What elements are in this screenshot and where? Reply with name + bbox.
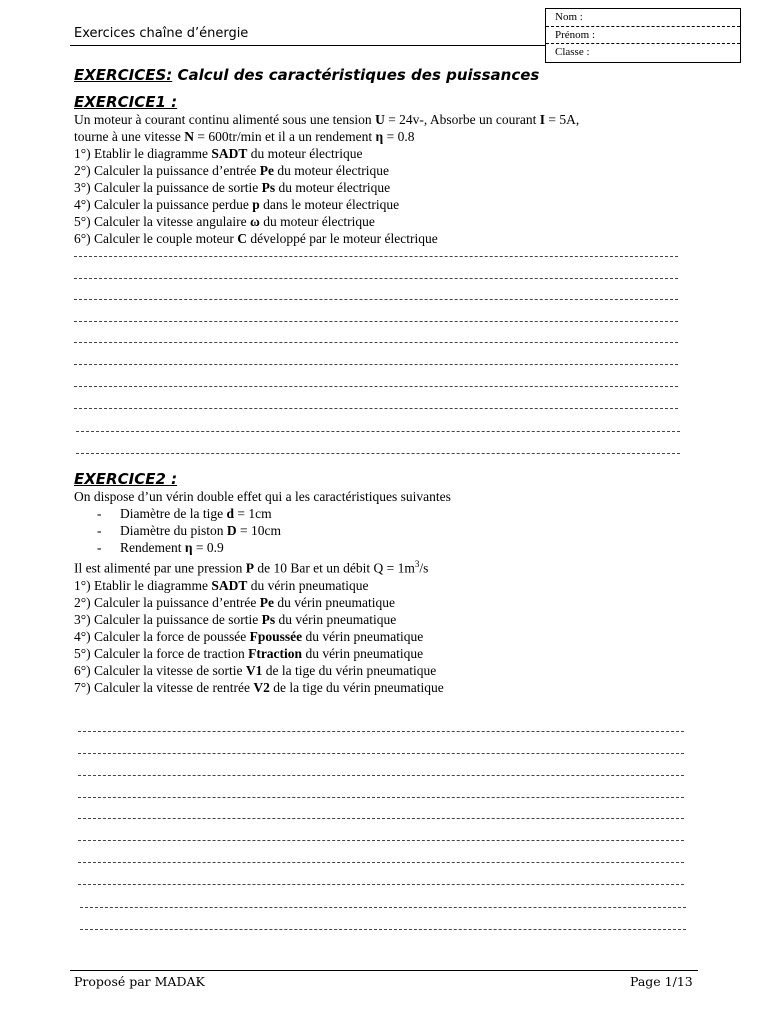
text-run: de 10 Bar et un débit Q = 1m xyxy=(253,560,415,576)
exercise1-question xyxy=(74,230,579,247)
text-run: 5°) Calculer la vitesse angulaire xyxy=(74,214,250,229)
text-run: N xyxy=(184,129,194,144)
text-run: de la tige du vérin pneumatique xyxy=(269,679,444,695)
exercise1-body xyxy=(74,111,579,247)
id-field-classe: Classe : xyxy=(555,46,590,59)
list-dash: - xyxy=(97,540,102,555)
answer-line[interactable] xyxy=(78,731,684,732)
exercise1-intro-line1 xyxy=(74,111,579,128)
text-run: 2°) Calculer la puissance d’entrée xyxy=(74,594,260,610)
id-field-prenom: Prénom : xyxy=(546,27,740,45)
header-rule xyxy=(70,45,545,46)
text-run: = 600tr/min et il a un rendement xyxy=(193,129,376,144)
text-run: η xyxy=(184,540,193,555)
text-run: du vérin pneumatique xyxy=(302,628,424,644)
exercise2-supply xyxy=(74,556,451,577)
exercise2-question xyxy=(74,662,451,679)
exercise1-question xyxy=(74,162,579,179)
text-run: d xyxy=(226,506,234,521)
answer-line[interactable] xyxy=(76,453,680,454)
text-run: 6°) Calculer la vitesse de sortie xyxy=(74,662,246,678)
exercise2-question xyxy=(74,577,451,594)
text-run: 2°) Calculer la puissance d’entrée xyxy=(74,163,260,178)
page-title-prefix: EXERCICES: xyxy=(74,66,173,84)
page-title-text: Calcul des caractéristiques des puissances xyxy=(172,66,540,84)
text-run: V2 xyxy=(253,679,270,695)
footer-rule xyxy=(70,970,698,971)
answer-line[interactable] xyxy=(74,408,678,409)
text-run: Ps xyxy=(261,611,276,627)
text-run: Ftraction xyxy=(248,645,303,661)
text-run: du vérin pneumatique xyxy=(275,611,397,627)
text-run: 3 xyxy=(414,559,420,569)
answer-line[interactable] xyxy=(74,342,678,343)
header-title: Exercices chaîne d’énergie xyxy=(74,26,249,41)
answer-line[interactable] xyxy=(80,907,686,908)
text-run: Pe xyxy=(259,163,274,178)
text-run: développé par le moteur électrique xyxy=(246,231,438,246)
exercise2-spec xyxy=(74,505,451,522)
text-run: Fpoussée xyxy=(249,628,303,644)
text-run: du moteur électrique xyxy=(247,146,363,161)
exercise2-question xyxy=(74,679,451,696)
text-run: = 24v-, Absorbe un courant xyxy=(384,112,540,127)
answer-line[interactable] xyxy=(74,386,678,387)
text-run: Un moteur à courant continu alimenté sous une tension xyxy=(74,112,376,127)
text-run: de la tige du vérin pneumatique xyxy=(262,662,437,678)
text-run: 4°) Calculer la puissance perdue xyxy=(74,197,253,212)
answer-line[interactable] xyxy=(74,299,678,300)
text-run: = 10cm xyxy=(236,523,281,538)
text-run: 6°) Calculer le couple moteur xyxy=(74,231,238,246)
page-title xyxy=(74,66,539,84)
exercise2-spec xyxy=(74,539,451,556)
text-run: SADT xyxy=(211,146,248,161)
exercise1-question xyxy=(74,179,579,196)
footer-page-number: Page 1/13 xyxy=(630,974,693,989)
text-run: du moteur électrique xyxy=(275,180,391,195)
answer-line[interactable] xyxy=(80,929,686,930)
answer-line[interactable] xyxy=(74,278,678,279)
text-run: ω xyxy=(249,214,260,229)
exercise2-question xyxy=(74,611,451,628)
text-run: du vérin pneumatique xyxy=(273,594,396,610)
text-run: du moteur électrique xyxy=(259,214,375,229)
answer-line[interactable] xyxy=(78,884,684,885)
text-run: Diamètre du piston xyxy=(120,523,227,538)
answer-line[interactable] xyxy=(78,818,684,819)
answer-line[interactable] xyxy=(74,321,678,322)
exercise1-heading: EXERCICE1 : xyxy=(74,93,178,111)
exercise2-question xyxy=(74,628,451,645)
text-run: η xyxy=(375,129,384,144)
text-run: 1°) Etablir le diagramme xyxy=(74,146,212,161)
text-run: = 5A, xyxy=(545,112,580,127)
answer-line[interactable] xyxy=(78,753,684,754)
text-run: 3°) Calculer la puissance de sortie xyxy=(74,611,262,627)
exercise2-question xyxy=(74,645,451,662)
text-run: 3°) Calculer la puissance de sortie xyxy=(74,180,262,195)
text-run: I xyxy=(539,112,546,127)
answer-line[interactable] xyxy=(78,775,684,776)
student-id-box xyxy=(545,8,741,63)
answer-line[interactable] xyxy=(78,840,684,841)
text-run: /s xyxy=(419,560,429,576)
exercise2-question xyxy=(74,594,451,611)
answer-line[interactable] xyxy=(78,797,684,798)
text-run: = 0.9 xyxy=(192,540,224,555)
text-run: = 1cm xyxy=(233,506,272,521)
text-run: Diamètre de la tige xyxy=(120,506,227,521)
text-run: SADT xyxy=(211,577,248,593)
list-dash: - xyxy=(97,506,102,521)
text-run: = 0.8 xyxy=(383,129,415,144)
answer-line[interactable] xyxy=(78,862,684,863)
text-run: 7°) Calculer la vitesse de rentrée xyxy=(74,679,254,695)
text-run: Il est alimenté par une pression xyxy=(74,560,246,576)
text-run: C xyxy=(237,231,247,246)
text-run: Ps xyxy=(261,180,276,195)
exercise2-body xyxy=(74,488,451,696)
text-run: du vérin pneumatique xyxy=(247,577,369,593)
text-run: du vérin pneumatique xyxy=(302,645,424,661)
footer-author: Proposé par MADAK xyxy=(74,974,205,989)
text-run: U xyxy=(375,112,385,127)
text-run: 5°) Calculer la force de traction xyxy=(74,645,249,661)
text-run: Pe xyxy=(259,594,274,610)
text-run: D xyxy=(226,523,237,538)
exercise1-question xyxy=(74,213,579,230)
exercise2-spec xyxy=(74,522,451,539)
text-run: 1°) Etablir le diagramme xyxy=(74,577,212,593)
text-run: 4°) Calculer la force de poussée xyxy=(74,628,250,644)
answer-line[interactable] xyxy=(74,364,678,365)
answer-line[interactable] xyxy=(74,256,678,257)
text-run: p xyxy=(252,197,260,212)
exercise2-intro: On dispose d’un vérin double effet qui a les caractéristiques suivantes xyxy=(74,489,451,504)
text-run: Rendement xyxy=(120,540,185,555)
text-run: dans le moteur électrique xyxy=(259,197,400,212)
exercise2-heading: EXERCICE2 : xyxy=(74,470,178,488)
text-run: tourne à une vitesse xyxy=(74,129,185,144)
exercise1-intro-line2 xyxy=(74,128,579,145)
text-run: du moteur électrique xyxy=(273,163,390,178)
text-run: P xyxy=(245,560,254,576)
text-run: V1 xyxy=(245,662,263,678)
list-dash: - xyxy=(97,523,102,538)
exercise1-question xyxy=(74,145,579,162)
answer-line[interactable] xyxy=(76,431,680,432)
exercise1-question xyxy=(74,196,579,213)
id-field-nom: Nom : xyxy=(546,9,740,27)
